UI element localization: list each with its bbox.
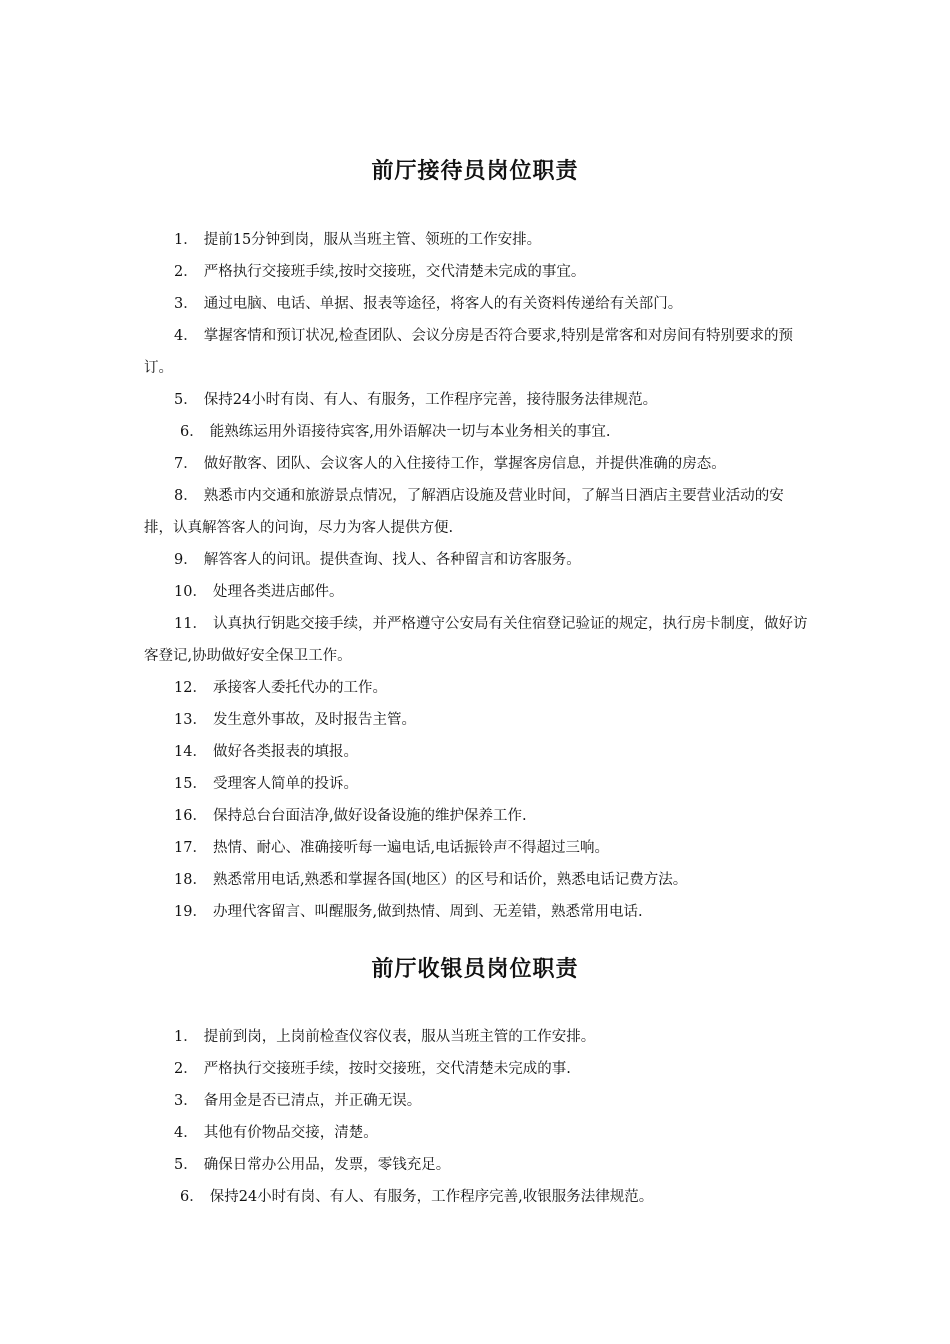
list-item [144,864,810,896]
item-text: 熟悉常用电话,熟悉和掌握各国(地区）的区号和话价，熟悉电话记费方法。 [212,872,688,888]
item-number: 14． [174,744,207,760]
item-number: 11． [174,616,207,632]
list-item [144,832,810,864]
list-item [144,576,810,608]
item-text: 提前到岗，上岗前检查仪容仪表，服从当班主管的工作安排。 [203,1029,596,1045]
item-text: 备用金是否已清点，并正确无误。 [203,1093,422,1109]
item-number: 12． [174,680,207,696]
cashier-duties-list [144,1021,810,1213]
item-text: 发生意外事故，及时报告主管。 [212,712,416,728]
item-text: 通过电脑、电话、单据、报表等途径，将客人的有关资料传递给有关部门。 [203,296,683,312]
item-number: 7． [174,456,198,472]
item-text: 严格执行交接班手续，按时交接班，交代清楚未完成的事. [203,1061,571,1077]
item-number: 5． [174,1157,198,1173]
item-number: 18． [174,872,207,888]
item-number: 2． [174,1061,198,1077]
list-item [144,896,810,928]
item-number: 16． [174,808,207,824]
item-text: 做好各类报表的填报。 [212,744,358,760]
reception-duties-list [144,224,810,928]
item-text: 解答客人的问讯。提供查询、找人、各种留言和访客服务。 [203,552,581,568]
item-number: 1． [174,1029,198,1045]
list-item [144,384,810,416]
list-item [144,608,810,672]
list-item [144,1021,810,1053]
item-text: 其他有价物品交接，清楚。 [203,1125,378,1141]
item-number: 19． [174,904,207,920]
list-item [144,544,810,576]
item-number: 8． [174,488,198,504]
item-text: 能熟练运用外语接待宾客,用外语解决一切与本业务相关的事宜. [209,424,611,440]
item-text: 提前15分钟到岗，服从当班主管、领班的工作安排。 [203,232,542,248]
item-number: 6． [180,424,204,440]
item-text: 保持总台台面洁净,做好设备设施的维护保养工作. [212,808,527,824]
list-item [144,448,810,480]
item-text: 严格执行交接班手续,按时交接班，交代清楚未完成的事宜。 [203,264,586,280]
list-item [144,416,810,448]
list-item [144,800,810,832]
item-number: 9． [174,552,198,568]
list-item [144,736,810,768]
item-number: 13． [174,712,207,728]
item-number: 2． [174,264,198,280]
item-number: 17． [174,840,207,856]
list-item [144,1149,810,1181]
list-item [144,1085,810,1117]
list-item [144,1053,810,1085]
list-item [144,1117,810,1149]
item-text: 认真执行钥匙交接手续，并严格遵守公安局有关住宿登记验证的规定，执行房卡制度，做好访客登记,协助做好安全保卫工作。 [144,616,808,664]
list-item [144,480,810,544]
item-number: 4． [174,328,198,344]
list-item [144,224,810,256]
item-number: 10． [174,584,207,600]
section-title-reception: 前厅接待员岗位职责 [371,159,579,184]
list-item [144,672,810,704]
item-text: 熟悉市内交通和旅游景点情况，了解酒店设施及营业时间，了解当日酒店主要营业活动的安排，认真解答客人的问询，尽力为客人提供方便. [144,488,784,536]
item-number: 4． [174,1125,198,1141]
list-item [144,288,810,320]
item-number: 3． [174,296,198,312]
item-text: 保持24小时有岗、有人、有服务，工作程序完善,收银服务法律规范。 [209,1189,654,1205]
section-title-cashier: 前厅收银员岗位职责 [371,957,579,982]
list-item [144,320,810,384]
list-item [144,256,810,288]
item-text: 受理客人简单的投诉。 [212,776,358,792]
list-item [144,768,810,800]
list-item [144,1181,810,1213]
item-text: 处理各类进店邮件。 [212,584,344,600]
item-text: 办理代客留言、叫醒服务,做到热情、周到、无差错，熟悉常用电话. [212,904,643,920]
item-text: 热情、耐心、准确接听每一遍电话,电话振铃声不得超过三响。 [212,840,610,856]
item-text: 做好散客、团队、会议客人的入住接待工作，掌握客房信息，并提供准确的房态。 [203,456,726,472]
item-number: 5． [174,392,198,408]
item-text: 承接客人委托代办的工作。 [212,680,387,696]
item-number: 3． [174,1093,198,1109]
list-item [144,704,810,736]
item-number: 6． [180,1189,204,1205]
item-text: 确保日常办公用品，发票，零钱充足。 [203,1157,451,1173]
item-number: 1． [174,232,198,248]
item-text: 掌握客情和预订状况,检查团队、会议分房是否符合要求,特别是常客和对房间有特别要求的预订。 [144,328,793,376]
item-number: 15． [174,776,207,792]
item-text: 保持24小时有岗、有人、有服务，工作程序完善，接待服务法律规范。 [203,392,658,408]
